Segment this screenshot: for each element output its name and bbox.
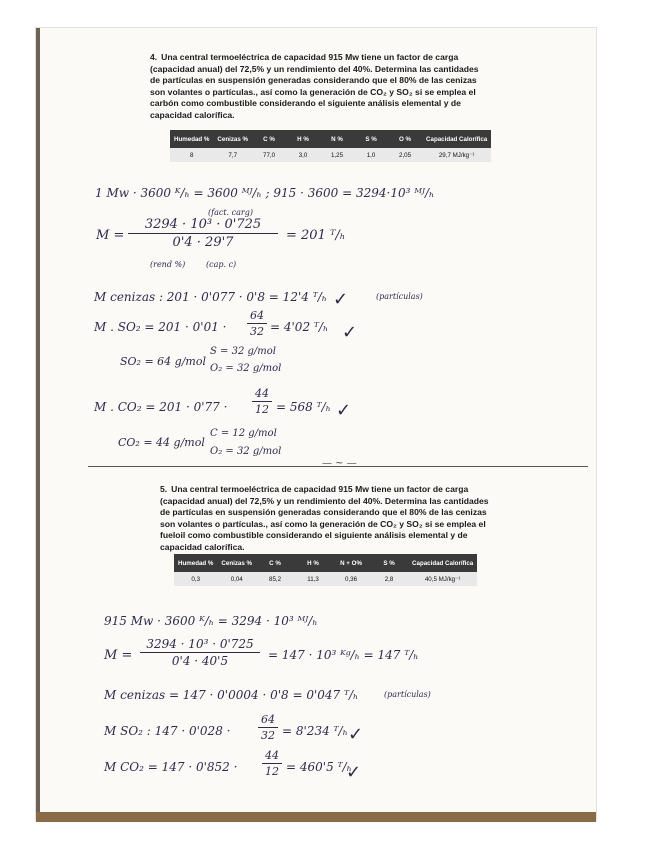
- table-row: [174, 572, 477, 586]
- fraction-numerator: 64: [261, 713, 275, 726]
- hw5-mass-label: M =: [104, 648, 133, 663]
- table-header-cell: Capacidad Calorífica: [408, 554, 477, 572]
- hw4-so2-molar: SO₂ = 64 g/mol: [120, 355, 206, 368]
- hw5-co2-result: = 460'5 ᵀ/ₕ: [286, 760, 352, 774]
- hw4-co2-line: M . CO₂ = 201 · 0'77 ·: [94, 400, 228, 414]
- table-cell: 2,05: [388, 148, 422, 162]
- table-cell: 1,0: [354, 148, 388, 162]
- table-cell: 0,3: [174, 572, 217, 586]
- table-surface: [36, 812, 596, 822]
- hw4-co2-c: C = 12 g/mol: [210, 428, 277, 439]
- hw5-mass-numerator: 3294 · 10³ · 0'725: [146, 637, 254, 651]
- table-cell: 85,2: [256, 572, 294, 586]
- table-cell: 0,04: [217, 572, 256, 586]
- table-cell: 77,0: [252, 148, 286, 162]
- table-cell: 8: [170, 148, 213, 162]
- table-header-row: [174, 554, 477, 572]
- fraction-bar: [140, 652, 260, 653]
- problem-4-text: Una central termoeléctrica de capacidad 915 Mw tiene un factor de carga (capacidad anual) del 72,5% y un rendimiento del 40%. Determina las cantidades de partículas en suspensión generadas considerando que el 80% de las cenizas son volantes o partículas., así como la generación de CO₂ y SO₂ si se emplea el carbón como combustible considerando el siguiente análisis elemental y de capacidad calorífica.: [150, 52, 479, 120]
- hw4-co2-fraction: [252, 387, 272, 416]
- problem-5-statement: [160, 484, 496, 554]
- table-cell: 0,36: [332, 572, 370, 586]
- problem-5-table: [174, 554, 477, 586]
- table-cell: 1,25: [320, 148, 354, 162]
- table-cell: 40,5 MJ/kg⁻¹: [408, 572, 477, 586]
- table-header-cell: H %: [294, 554, 332, 572]
- check-mark-icon: ✓: [333, 289, 349, 310]
- hw5-particulas-note: (partículas): [384, 690, 431, 699]
- table-header-cell: C %: [256, 554, 294, 572]
- fraction-numerator: 44: [265, 749, 279, 762]
- fraction-numerator: 44: [255, 387, 269, 400]
- table-header-cell: S %: [354, 130, 388, 148]
- hw5-conversion-line: 915 Mw · 3600 ᴷ/ₕ = 3294 · 10³ ᴹᴶ/ₕ: [104, 614, 318, 628]
- table-cell: 29,7 MJ/kg⁻¹: [422, 148, 491, 162]
- hw5-co2-line: M CO₂ = 147 · 0'852 ·: [104, 760, 238, 774]
- table-header-cell: Capacidad Calorífica: [422, 130, 491, 148]
- hw5-mass-fraction: [140, 637, 260, 668]
- hw4-so2-s: S = 32 g/mol: [210, 346, 276, 357]
- fraction-denominator: 32: [261, 729, 275, 742]
- table-cell: 3,0: [286, 148, 320, 162]
- hw4-co2-result: = 568 ᵀ/ₕ: [276, 400, 331, 414]
- hw4-particulas-note: (partículas): [376, 292, 423, 301]
- check-mark-icon: ✓: [336, 400, 352, 421]
- hw4-co2-o: O₂ = 32 g/mol: [210, 446, 282, 457]
- table-header-row: [170, 130, 491, 148]
- table-header-cell: O %: [388, 130, 422, 148]
- hw4-mass-label: M =: [96, 228, 125, 243]
- table-cell: 2,8: [370, 572, 408, 586]
- hw4-co2-molar: CO₂ = 44 g/mol: [118, 436, 205, 449]
- hw4-so2-line: M . SO₂ = 201 · 0'01 ·: [94, 320, 227, 334]
- table-header-cell: Cenizas %: [213, 130, 252, 148]
- hw5-co2-fraction: [262, 749, 282, 778]
- hw5-mass-denominator: 0'4 · 40'5: [171, 654, 229, 668]
- problem-5-text: Una central termoeléctrica de capacidad 915 Mw tiene un factor de carga (capacidad anual) del 72,5% y un rendimiento del 40%. Determina las cantidades de partículas en suspensión generadas considerando que el 80% de las cenizas son volantes o partículas., así como la generación de CO₂ y SO₂ si se emplea el fueloil como combustible considerando el siguiente análisis elemental y de capacidad calorífica.: [160, 484, 489, 552]
- hw4-mass-numerator: 3294 · 10³ · 0'725: [144, 217, 262, 232]
- page-edge-shadow: [36, 28, 40, 820]
- hw4-mass-result: = 201 ᵀ/ₕ: [286, 228, 346, 243]
- table-header-cell: C %: [252, 130, 286, 148]
- hw5-so2-result: = 8'234 ᵀ/ₕ: [282, 724, 348, 738]
- table-header-cell: H %: [286, 130, 320, 148]
- hw4-conversion-line: 1 Mw · 3600 ᴷ/ₕ = 3600 ᴹᴶ/ₕ ; 915 · 3600 = 3294·10³ ᴹᴶ/ₕ: [95, 186, 435, 200]
- fraction-bar: [252, 401, 272, 402]
- check-mark-icon: ✓: [348, 724, 364, 745]
- table-cell: 7,7: [213, 148, 252, 162]
- fraction-denominator: 12: [265, 765, 279, 778]
- divider-mark: — ~ —: [322, 458, 357, 469]
- table-header-cell: Cenizas %: [217, 554, 256, 572]
- fraction-denominator: 12: [255, 403, 269, 416]
- hw5-so2-fraction: [258, 713, 278, 742]
- hw5-mass-result: = 147 · 10³ ᴷᵍ/ₕ = 147 ᵀ/ₕ: [268, 648, 419, 662]
- hw4-note-fact-carga: (fact. carg): [208, 208, 253, 217]
- table-header-cell: N + O%: [332, 554, 370, 572]
- problem-5-number: 5.: [160, 484, 168, 494]
- table-row: [170, 148, 491, 162]
- problem-4-table: [170, 130, 491, 162]
- fraction-bar: [262, 763, 282, 764]
- table-header-cell: Humedad %: [174, 554, 217, 572]
- hw4-so2-o: O₂ = 32 g/mol: [210, 363, 282, 374]
- fraction-bar: [128, 233, 278, 234]
- table-header-cell: Humedad %: [170, 130, 213, 148]
- hw4-so2-fraction: [247, 309, 267, 338]
- hw4-cenizas-line: M cenizas : 201 · 0'077 · 0'8 = 12'4 ᵀ/ₕ: [94, 290, 327, 304]
- check-mark-icon: ✓: [346, 762, 362, 783]
- hw4-so2-result: = 4'02 ᵀ/ₕ: [270, 320, 329, 334]
- fraction-numerator: 64: [250, 309, 264, 322]
- hw5-so2-line: M SO₂ : 147 · 0'028 ·: [104, 724, 231, 738]
- fraction-denominator: 32: [250, 325, 264, 338]
- hw4-mass-fraction: [128, 217, 278, 250]
- table-header-cell: N %: [320, 130, 354, 148]
- fraction-bar: [247, 323, 267, 324]
- hw4-mass-denominator: 0'4 · 29'7: [172, 235, 234, 250]
- problem-4-number: 4.: [150, 52, 158, 62]
- check-mark-icon: ✓: [342, 322, 358, 343]
- table-cell: 11,3: [294, 572, 332, 586]
- hw5-cenizas-line: M cenizas = 147 · 0'0004 · 0'8 = 0'047 ᵀ/ₕ: [104, 688, 359, 702]
- table-header-cell: S %: [370, 554, 408, 572]
- hw4-note-cap: (cap. c): [206, 260, 237, 269]
- hw4-note-rend: (rend %): [150, 260, 186, 269]
- problem-4-statement: [150, 52, 490, 122]
- fraction-bar: [258, 727, 278, 728]
